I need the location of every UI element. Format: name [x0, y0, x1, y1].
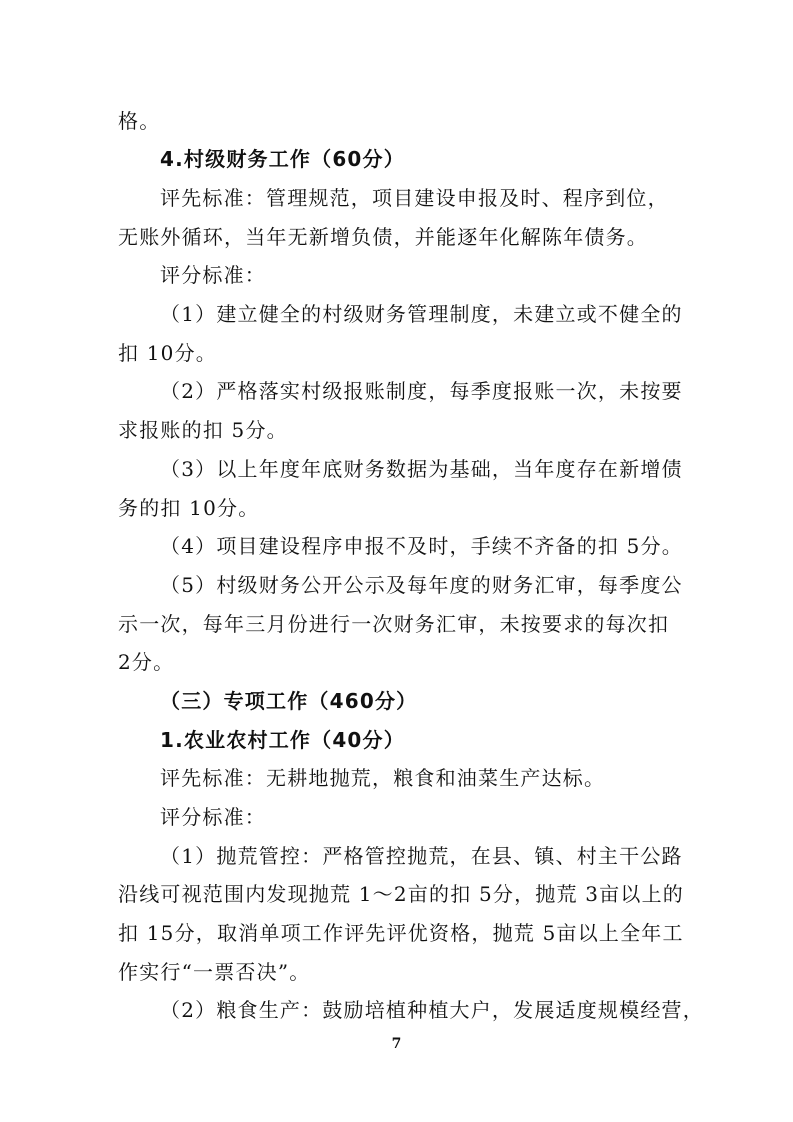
- paragraph-line: 求报账的扣 5分。: [118, 418, 288, 442]
- paragraph-line: 评先标准：管理规范，项目建设申报及时、程序到位，: [160, 186, 669, 210]
- paragraph-line: （1）建立健全的村级财务管理制度，未建立或不健全的: [160, 302, 683, 326]
- section-heading: 1.农业农村工作（40分）: [160, 728, 405, 752]
- paragraph-line: （1）抛荒管控：严格管控抛荒，在县、镇、村主干公路: [160, 844, 683, 868]
- paragraph-line: （2）严格落实村级报账制度，每季度报账一次，未按要: [160, 379, 683, 403]
- paragraph-line: 示一次，每年三月份进行一次财务汇审，未按要求的每次扣: [118, 612, 670, 636]
- page-number: 7: [391, 1036, 402, 1052]
- paragraph-line: 评分标准：: [160, 805, 266, 829]
- section-heading: 4.村级财务工作（60分）: [160, 147, 405, 171]
- paragraph-line: 格。: [118, 109, 161, 133]
- paragraph-line: 无账外循环，当年无新增负债，并能逐年化解陈年债务。: [118, 225, 648, 249]
- paragraph-line: 务的扣 10分。: [118, 496, 260, 520]
- paragraph-line: （5）村级财务公开公示及每年度的财务汇审，每季度公: [160, 573, 683, 597]
- paragraph-line: （4）项目建设程序申报不及时，手续不齐备的扣 5分。: [160, 534, 684, 558]
- paragraph-line: 作实行“一票否决”。: [118, 960, 311, 984]
- paragraph-line: 扣 15分，取消单项工作评先评优资格，抛荒 5亩以上全年工: [118, 921, 684, 945]
- section-heading: （三）专项工作（460分）: [160, 689, 418, 713]
- paragraph-line: 2分。: [118, 650, 175, 674]
- paragraph-line: （3）以上年度年底财务数据为基础，当年度存在新增债: [160, 457, 683, 481]
- paragraph-line: 评分标准：: [160, 263, 266, 287]
- paragraph-line: 沿线可视范围内发现抛荒 1～2亩的扣 5分，抛荒 3亩以上的: [118, 882, 684, 906]
- paragraph-line: （2）粮食生产：鼓励培植种植大户，发展适度规模经营，: [160, 998, 704, 1022]
- paragraph-line: 扣 10分。: [118, 341, 218, 365]
- paragraph-line: 评先标准：无耕地抛荒，粮食和油菜生产达标。: [160, 766, 606, 790]
